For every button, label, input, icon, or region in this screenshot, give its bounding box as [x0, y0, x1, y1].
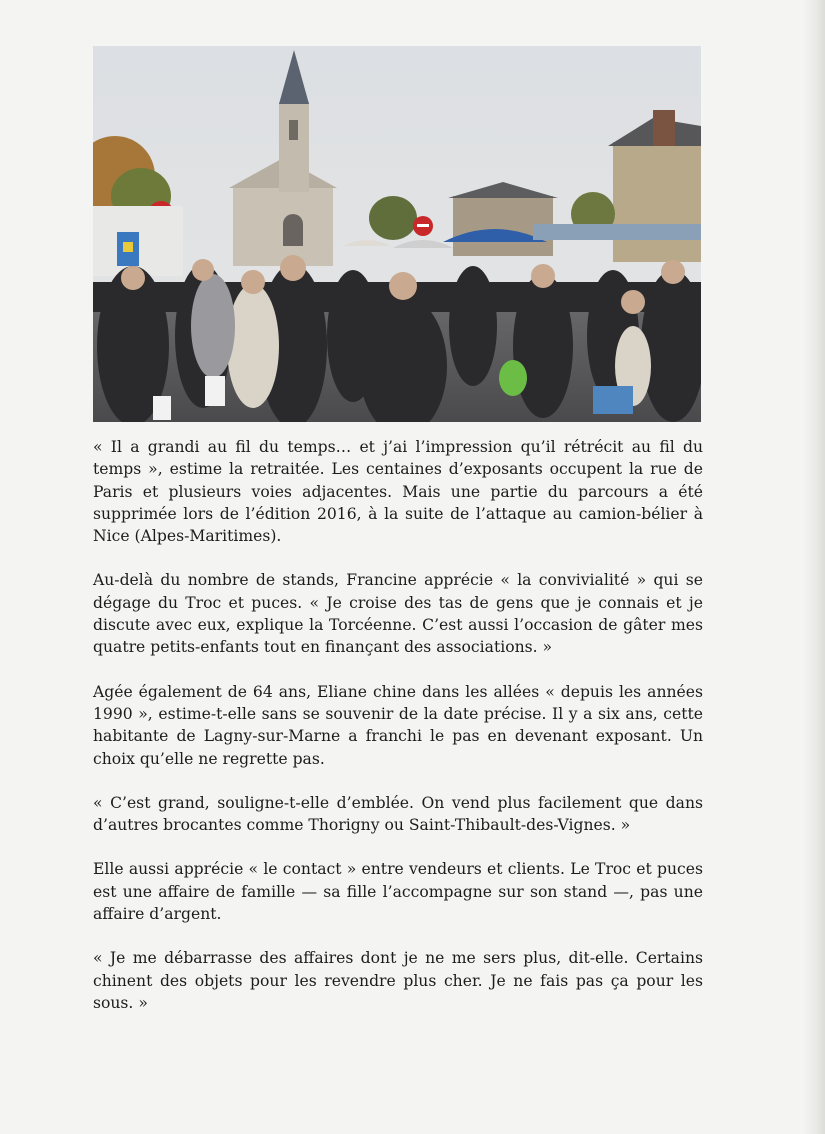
paragraph: « C’est grand, souligne-t-elle d’emblée. On vend plus facilement que dans d’autres brocantes comme Thorigny ou Saint-Thibault-des-Vignes. » [93, 793, 703, 835]
market-photo [93, 46, 701, 422]
article-text [93, 436, 703, 1036]
paragraph: Elle aussi apprécie « le contact » entre vendeurs et clients. Le Troc et puces est une affaire de famille — sa fille l’accompagne sur son stand —, pas une affaire d’argent. [93, 860, 703, 924]
paragraph: « Je me débarrasse des affaires dont je ne me sers plus, dit-elle. Certains chinent des objets pour les revendre plus cher. Je ne fais pas ça pour les sous. » [93, 949, 703, 1012]
page-edge [803, 0, 825, 1134]
paragraph: « Il a grandi au fil du temps… et j’ai l’impression qu’il rétrécit au fil du temps », estime la retraitée. Les centaines d’exposants occupent la rue de Paris et plusieurs voies adjacentes. Mais une partie du parcours a été supprimée lors de l’édition 2016, à la suite de l’attaque au camion-bélier à Nice (Alpes-Maritimes). [93, 438, 703, 546]
paragraph: Au-delà du nombre de stands, Francine apprécie « la convivialité » qui se dégage du Troc et puces. « Je croise des tas de gens que je connais et je discute avec eux, explique la Torcéenne. C’est aussi l’occasion de gâter mes quatre petits-enfants tout en finançant des associations. » [93, 571, 703, 657]
paragraph: Agée également de 64 ans, Eliane chine dans les allées « depuis les années 1990 », estime-t-elle sans se souvenir de la date précise. Il y a six ans, cette habitante de Lagny-sur-Marne a franchi le pas en devenant exposant. Un choix qu’elle ne regrette pas. [93, 682, 703, 768]
